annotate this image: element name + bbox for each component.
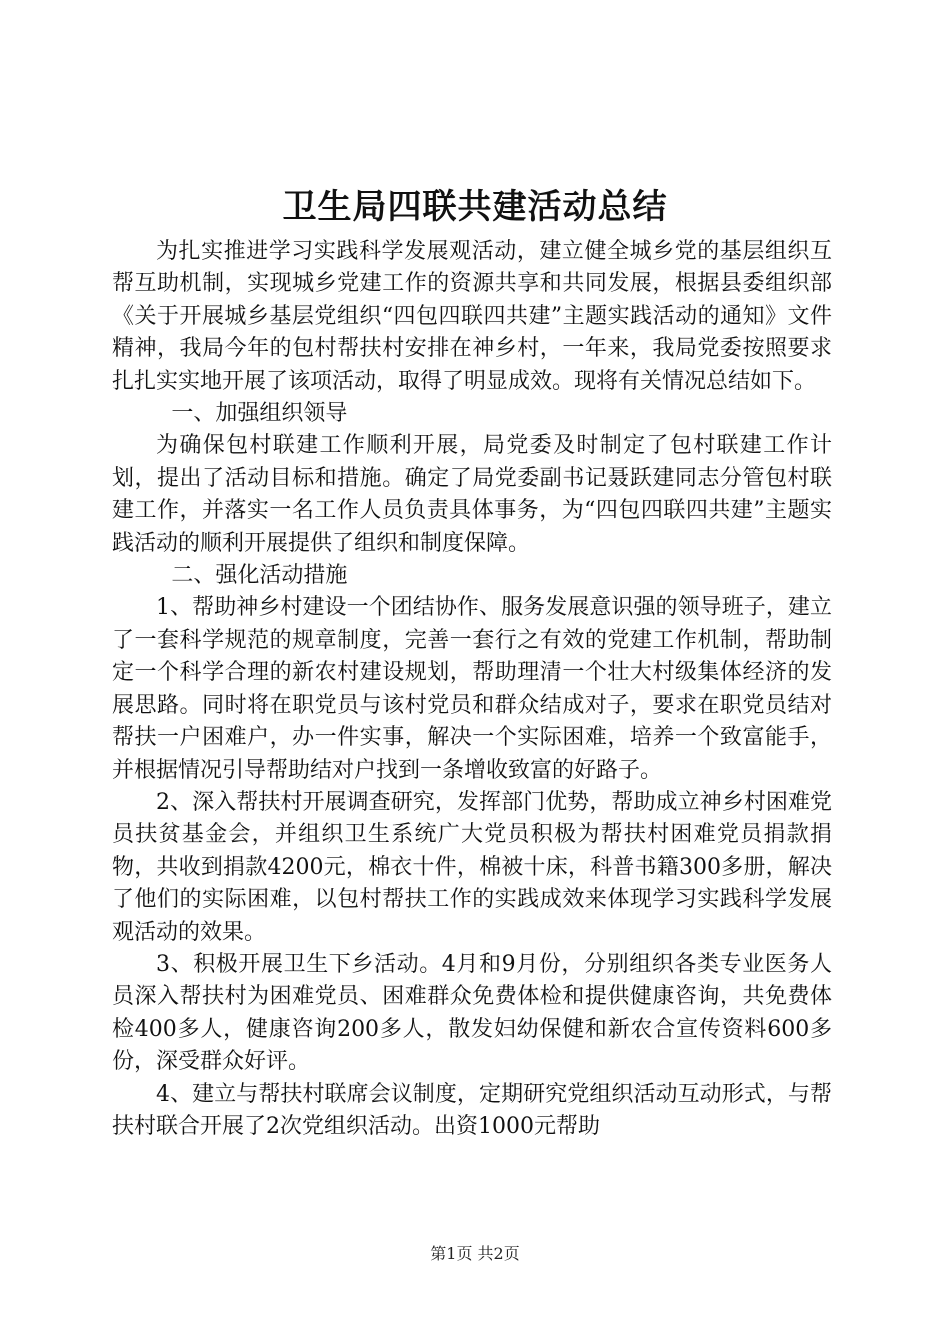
- document-body: [112, 236, 832, 1143]
- document-title: 卫生局四联共建活动总结: [282, 187, 668, 227]
- measure-2-paragraph: 2、深入帮扶村开展调查研究，发挥部门优势，帮助成立神乡村困难党员扶贫基金会，并组织卫生系统广大党员积极为帮扶村困难党员捐款捐物，共收到捐款4200元，棉衣十件，棉被十床，科普书籍300多册，解决了他们的实际困难，以包村帮扶工作的实践成效来体现学习实践科学发展观活动的效果。: [112, 789, 832, 945]
- measure-4-paragraph: 4、建立与帮扶村联席会议制度，定期研究党组织活动互动形式，与帮扶村联合开展了2次党组织活动。出资1000元帮助: [112, 1081, 832, 1139]
- section-1-paragraph: 为确保包村联建工作顺利开展，局党委及时制定了包村联建工作计划，提出了活动目标和措施。确定了局党委副书记聂跃建同志分管包村联建工作，并落实一名工作人员负责具体事务，为“四包四联四共建”主题实践活动的顺利开展提供了组织和制度保障。: [112, 433, 832, 556]
- section-heading-1: 一、加强组织领导: [171, 401, 348, 427]
- intro-paragraph: 为扎实推进学习实践科学发展观活动，建立健全城乡党的基层组织互帮互助机制，实现城乡党建工作的资源共享和共同发展，根据县委组织部《关于开展城乡基层党组织“四包四联四共建”主题实践活动的通知》文件精神，我局今年的包村帮扶村安排在神乡村，一年来，我局党委按照要求扎扎实实地开展了该项活动，取得了明显成效。现将有关情况总结如下。: [112, 239, 832, 394]
- measure-1-paragraph: 1、帮助神乡村建设一个团结协作、服务发展意识强的领导班子，建立了一套科学规范的规章制度，完善一套行之有效的党建工作机制，帮助制定一个科学合理的新农村建设规划，帮助理清一个壮大村级集体经济的发展思路。同时将在职党员与该村党员和群众结成对子，要求在职党员结对帮扶一户困难户，办一件实事，解决一个实际困难，培养一个致富能手，并根据情况引导帮助结对户找到一条增收致富的好路子。: [112, 595, 832, 783]
- measure-3-paragraph: 3、积极开展卫生下乡活动。4月和9月份，分别组织各类专业医务人员深入帮扶村为困难党员、困难群众免费体检和提供健康咨询，共免费体检400多人，健康咨询200多人，散发妇幼保健和新农合宣传资料600多份，深受群众好评。: [112, 951, 832, 1075]
- section-heading-2: 二、强化活动措施: [171, 563, 348, 589]
- page-number-footer: 第1页 共2页: [430, 1244, 520, 1263]
